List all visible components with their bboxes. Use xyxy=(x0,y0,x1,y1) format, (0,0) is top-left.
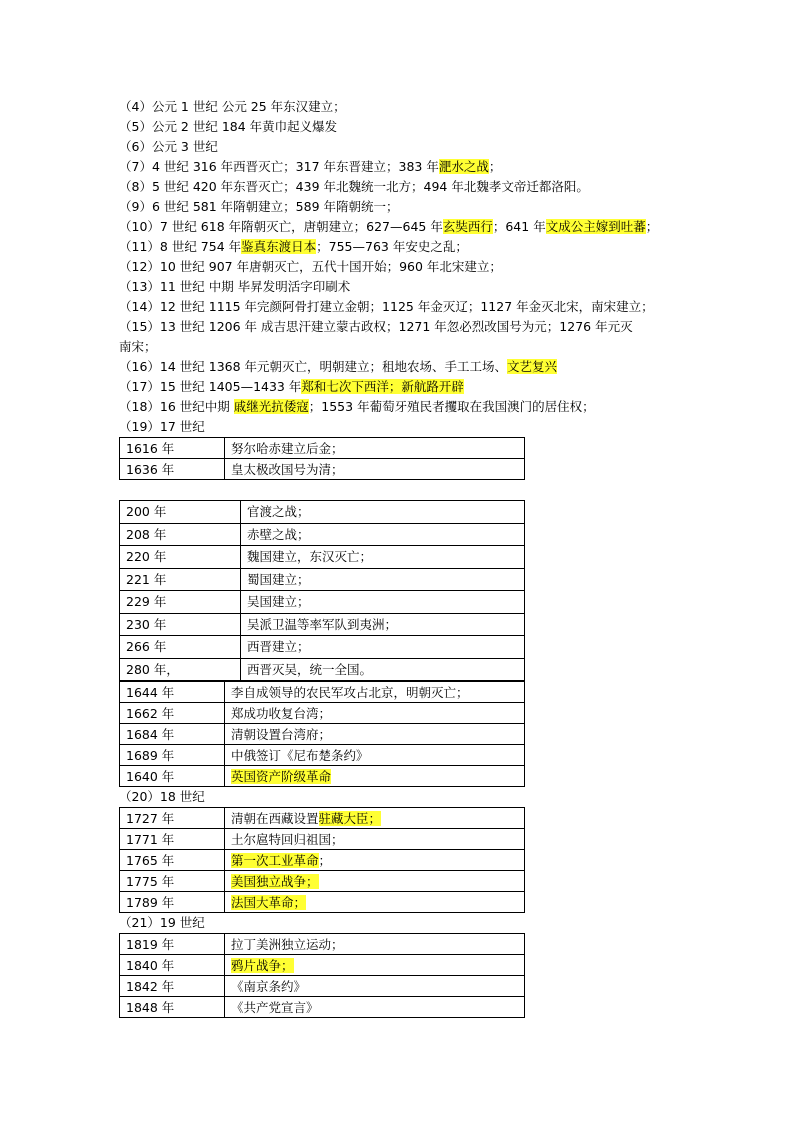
line-18 xyxy=(119,397,639,417)
event-highlight: 驻藏大臣； xyxy=(318,810,382,826)
year-cell: 1848 年 xyxy=(120,997,225,1018)
year-cell: 1765 年 xyxy=(120,850,225,871)
table-row xyxy=(120,613,525,636)
line-5: （5）公元 2 世纪 184 年黄巾起义爆发 xyxy=(119,119,338,134)
table-3rd-century xyxy=(119,500,525,681)
line-4: （4）公元 1 世纪 公元 25 年东汉建立； xyxy=(119,99,346,114)
event-cell: 赤壁之战； xyxy=(241,523,525,546)
line-17-text: （17）15 世纪 1405—1433 年 xyxy=(119,379,302,394)
event-cell: 西晋建立； xyxy=(241,636,525,659)
event-cell: 土尔扈特回归祖国； xyxy=(225,829,525,850)
line-7 xyxy=(119,157,639,177)
line-18-tail: ；1553 年葡萄牙殖民者攫取在我国澳门的居住权； xyxy=(308,399,595,414)
table-row xyxy=(120,658,525,681)
year-cell: 1819 年 xyxy=(120,934,225,955)
event-cell xyxy=(225,892,525,913)
event-cell: 吴国建立； xyxy=(241,591,525,614)
event-cell xyxy=(225,850,525,871)
event-cell: 清朝设置台湾府； xyxy=(225,724,525,745)
year-cell: 200 年 xyxy=(120,501,241,524)
year-cell: 1789 年 xyxy=(120,892,225,913)
year-cell: 280 年， xyxy=(120,658,241,681)
table-row xyxy=(120,523,525,546)
line-17-sep: ； xyxy=(388,379,402,394)
event-cell xyxy=(225,955,525,976)
event-cell: 官渡之战； xyxy=(241,501,525,524)
event-highlight: 第一次工业革命 xyxy=(231,852,319,868)
year-cell: 220 年 xyxy=(120,546,241,569)
year-cell: 1644 年 xyxy=(120,682,225,703)
line-12: （12）10 世纪 907 年唐朝灭亡，五代十国开始；960 年北宋建立； xyxy=(119,259,502,274)
event-cell: 李自成领导的农民军攻占北京，明朝灭亡； xyxy=(225,682,525,703)
table-row xyxy=(120,591,525,614)
table-row xyxy=(120,546,525,569)
line-11 xyxy=(119,237,639,257)
event-cell: 西晋灭吴，统一全国。 xyxy=(241,658,525,681)
table-row xyxy=(120,808,525,829)
event-cell: 皇太极改国号为清； xyxy=(225,459,525,480)
event-highlight: 美国独立战争； xyxy=(231,873,319,889)
year-cell: 1727 年 xyxy=(120,808,225,829)
document-body xyxy=(119,97,659,1018)
event-cell xyxy=(225,871,525,892)
line-6: （6）公元 3 世纪 xyxy=(119,139,218,154)
event-highlight: 英国资产阶级革命 xyxy=(231,768,332,784)
table-row xyxy=(120,703,525,724)
line-21: （21）19 世纪 xyxy=(119,915,205,930)
year-cell: 208 年 xyxy=(120,523,241,546)
line-9: （9）6 世纪 581 年隋朝建立；589 年隋朝统一； xyxy=(119,199,399,214)
line-8: （8）5 世纪 420 年东晋灭亡；439 年北魏统一北方；494 年北魏孝文帝迁都洛阳。 xyxy=(119,179,589,194)
line-10-text: （10）7 世纪 618 年隋朝灭亡，唐朝建立；627—645 年 xyxy=(119,219,443,234)
year-cell: 1689 年 xyxy=(120,745,225,766)
year-cell: 1775 年 xyxy=(120,871,225,892)
table-17th-century xyxy=(119,437,525,480)
event-cell: 蜀国建立； xyxy=(241,568,525,591)
event-cell xyxy=(225,766,525,787)
year-cell: 266 年 xyxy=(120,636,241,659)
line-11-tail: ；755—763 年安史之乱； xyxy=(316,239,468,254)
table-row xyxy=(120,459,525,480)
table-row xyxy=(120,568,525,591)
line-13: （13）11 世纪 中期 毕昇发明活字印刷术 xyxy=(119,279,351,294)
line-17-highlight-2: 新航路开辟 xyxy=(401,379,464,394)
year-cell: 230 年 xyxy=(120,613,241,636)
table-row xyxy=(120,850,525,871)
line-10-tail: ； xyxy=(645,219,659,234)
line-20: （20）18 世纪 xyxy=(119,789,205,804)
line-18-text: （18）16 世纪中期 xyxy=(119,399,234,414)
event-cell: 吴派卫温等率军队到夷洲； xyxy=(241,613,525,636)
line-11-text: （11）8 世纪 754 年 xyxy=(119,239,242,254)
line-17-highlight-1: 郑和七次下西洋 xyxy=(301,379,389,394)
line-15: （15）13 世纪 1206 年 成吉思汗建立蒙古政权；1271 年忽必烈改国号为元；1276 年元灭南宋； xyxy=(119,319,633,354)
line-19: （19）17 世纪 xyxy=(119,419,205,434)
table-row xyxy=(120,438,525,459)
table-row xyxy=(120,682,525,703)
table-row xyxy=(120,829,525,850)
event-text: 清朝在西藏设置 xyxy=(231,810,319,826)
year-cell: 1616 年 xyxy=(120,438,225,459)
event-tail: ； xyxy=(318,852,332,868)
line-7-tail: ； xyxy=(488,159,502,174)
event-cell: 《共产党宣言》 xyxy=(225,997,525,1018)
year-cell: 1842 年 xyxy=(120,976,225,997)
table-row xyxy=(120,976,525,997)
year-cell: 1636 年 xyxy=(120,459,225,480)
table-row xyxy=(120,871,525,892)
event-highlight: 鸦片战争； xyxy=(231,957,294,973)
table-row xyxy=(120,997,525,1018)
line-16-text: （16）14 世纪 1368 年元朝灭亡，明朝建立；租地农场、手工工场、 xyxy=(119,359,508,374)
year-cell: 1640 年 xyxy=(120,766,225,787)
table-row xyxy=(120,892,525,913)
table-row xyxy=(120,955,525,976)
event-cell xyxy=(225,808,525,829)
line-16 xyxy=(119,357,639,377)
line-18-highlight: 戚继光抗倭寇 xyxy=(233,399,309,414)
year-cell: 229 年 xyxy=(120,591,241,614)
event-cell: 中俄签订《尼布楚条约》 xyxy=(225,745,525,766)
event-cell: 拉丁美洲独立运动； xyxy=(225,934,525,955)
line-10 xyxy=(119,217,659,237)
event-highlight: 法国大革命； xyxy=(231,894,307,910)
line-7-text: （7）4 世纪 316 年西晋灭亡；317 年东晋建立；383 年 xyxy=(119,159,439,174)
year-cell: 1771 年 xyxy=(120,829,225,850)
event-cell: 努尔哈赤建立后金； xyxy=(225,438,525,459)
line-10-highlight-1: 玄奘西行 xyxy=(442,219,493,234)
table-row xyxy=(120,501,525,524)
event-cell: 魏国建立，东汉灭亡； xyxy=(241,546,525,569)
table-row xyxy=(120,636,525,659)
line-10-highlight-2: 文成公主嫁到吐蕃 xyxy=(545,219,646,234)
table-18th-century xyxy=(119,807,525,913)
event-cell: 《南京条约》 xyxy=(225,976,525,997)
line-11-highlight: 鉴真东渡日本 xyxy=(241,239,317,254)
year-cell: 1684 年 xyxy=(120,724,225,745)
table-qing xyxy=(119,681,525,787)
event-cell: 郑成功收复台湾； xyxy=(225,703,525,724)
table-row xyxy=(120,766,525,787)
year-cell: 221 年 xyxy=(120,568,241,591)
line-14: （14）12 世纪 1115 年完颜阿骨打建立金朝；1125 年金灭辽；1127 年金灭北宋，南宋建立； xyxy=(119,299,654,314)
line-16-highlight: 文艺复兴 xyxy=(507,359,558,374)
line-7-highlight: 淝水之战 xyxy=(438,159,489,174)
line-10-mid: ；641 年 xyxy=(492,219,546,234)
year-cell: 1840 年 xyxy=(120,955,225,976)
table-row xyxy=(120,724,525,745)
line-17 xyxy=(119,377,639,397)
table-row xyxy=(120,745,525,766)
table-row xyxy=(120,934,525,955)
year-cell: 1662 年 xyxy=(120,703,225,724)
table-19th-century xyxy=(119,933,525,1018)
